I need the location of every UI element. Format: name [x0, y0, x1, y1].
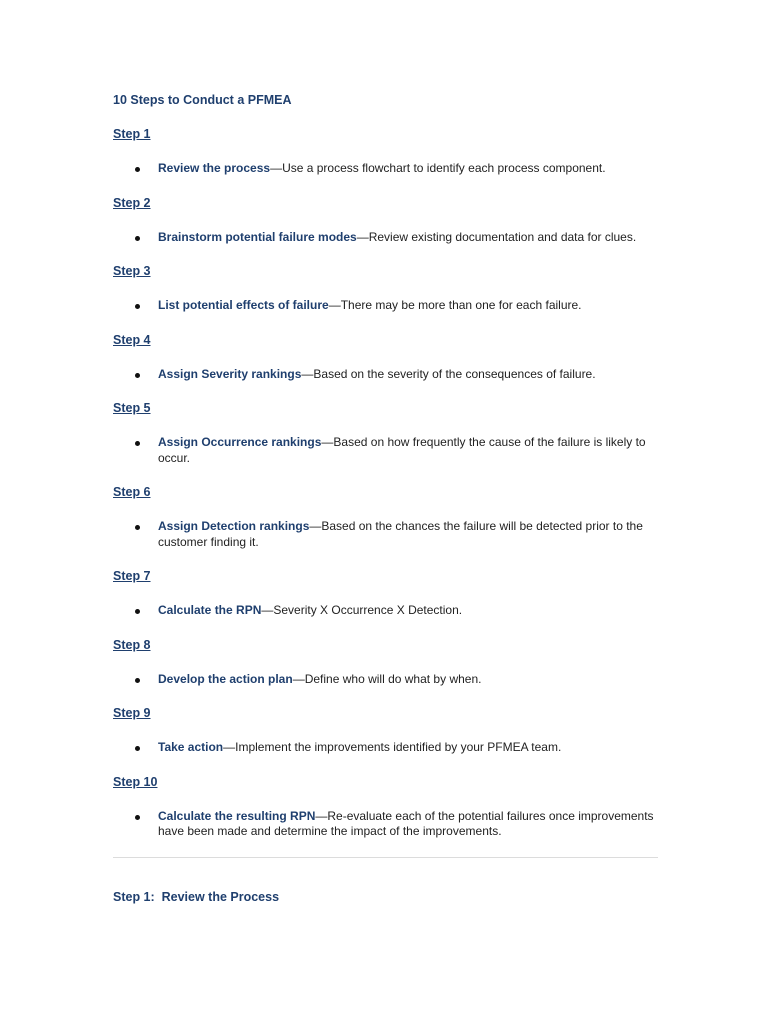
- section-divider: [113, 857, 658, 858]
- step-3-bullet: [113, 298, 658, 314]
- step-7-desc: —Severity X Occurrence X Detection.: [261, 603, 463, 617]
- step-4-term: Assign Severity rankings: [158, 366, 302, 381]
- document-title: 10 Steps to Conduct a PFMEA: [113, 93, 292, 107]
- bullet-dot-icon: [135, 236, 140, 241]
- section-heading: Step 1: Review the Process: [113, 889, 280, 904]
- step-7-link[interactable]: Step 7: [113, 569, 151, 583]
- step-1-desc: —Use a process flowchart to identify each process component.: [270, 161, 606, 175]
- bullet-dot-icon: [135, 373, 140, 378]
- step-6-desc: —Based on the chances the failure will be detected prior to the customer finding it.: [158, 519, 643, 549]
- step-9-link[interactable]: Step 9: [113, 706, 151, 720]
- step-6-term: Assign Detection rankings: [158, 519, 310, 533]
- document-page: [113, 93, 658, 905]
- step-2-term: Brainstorm potential failure modes: [158, 229, 357, 244]
- step-4-desc: —Based on the severity of the consequences of failure.: [301, 366, 596, 381]
- step-9: [113, 706, 658, 756]
- step-3-desc: —There may be more than one for each failure.: [328, 298, 582, 312]
- step-4: [113, 333, 658, 383]
- step-2-bullet: [113, 230, 658, 246]
- bullet-dot-icon: [135, 678, 140, 683]
- bullet-dot-icon: [135, 525, 140, 530]
- bullet-dot-icon: [135, 304, 140, 309]
- step-7-bullet: [113, 603, 658, 619]
- bullet-dot-icon: [135, 815, 140, 820]
- step-6-link[interactable]: Step 6: [113, 485, 151, 499]
- step-5-link[interactable]: Step 5: [113, 401, 151, 415]
- step-3-link[interactable]: Step 3: [113, 264, 151, 278]
- step-1: [113, 127, 658, 177]
- step-1-term: Review the process: [158, 161, 271, 175]
- step-10-bullet: [113, 809, 658, 840]
- bullet-dot-icon: [135, 167, 140, 172]
- step-10-link[interactable]: Step 10: [113, 774, 158, 789]
- step-2: [113, 196, 658, 246]
- step-5: [113, 401, 658, 466]
- step-5-desc: —Based on how frequently the cause of the failure is likely to occur.: [158, 435, 646, 465]
- step-10-desc: —Re-evaluate each of the potential failures once improvements have been made and determine the impact of the improvements.: [158, 808, 654, 838]
- step-3: [113, 264, 658, 314]
- step-10-term: Calculate the resulting RPN: [158, 808, 316, 823]
- step-9-term: Take action: [158, 740, 224, 754]
- step-1-link[interactable]: Step 1: [113, 127, 151, 141]
- step-9-desc: —Implement the improvements identified by your PFMEA team.: [223, 740, 562, 754]
- step-5-bullet: [113, 435, 658, 466]
- step-10: [113, 775, 658, 840]
- bullet-dot-icon: [135, 746, 140, 751]
- step-8-link[interactable]: Step 8: [113, 637, 151, 652]
- step-9-bullet: [113, 740, 658, 756]
- step-5-term: Assign Occurrence rankings: [158, 435, 322, 449]
- step-8-term: Develop the action plan: [158, 671, 293, 686]
- step-8-desc: —Define who will do what by when.: [292, 671, 482, 686]
- step-2-link[interactable]: Step 2: [113, 195, 151, 210]
- step-8-bullet: [113, 672, 658, 688]
- step-8: [113, 638, 658, 688]
- bullet-dot-icon: [135, 609, 140, 614]
- step-3-term: List potential effects of failure: [158, 298, 329, 312]
- bullet-dot-icon: [135, 441, 140, 446]
- step-4-bullet: [113, 367, 658, 383]
- step-6-bullet: [113, 519, 658, 550]
- step-1-bullet: [113, 161, 658, 177]
- step-7: [113, 569, 658, 619]
- step-4-link[interactable]: Step 4: [113, 332, 151, 347]
- step-6: [113, 485, 658, 550]
- step-2-desc: —Review existing documentation and data for clues.: [356, 229, 637, 244]
- step-7-term: Calculate the RPN: [158, 603, 262, 617]
